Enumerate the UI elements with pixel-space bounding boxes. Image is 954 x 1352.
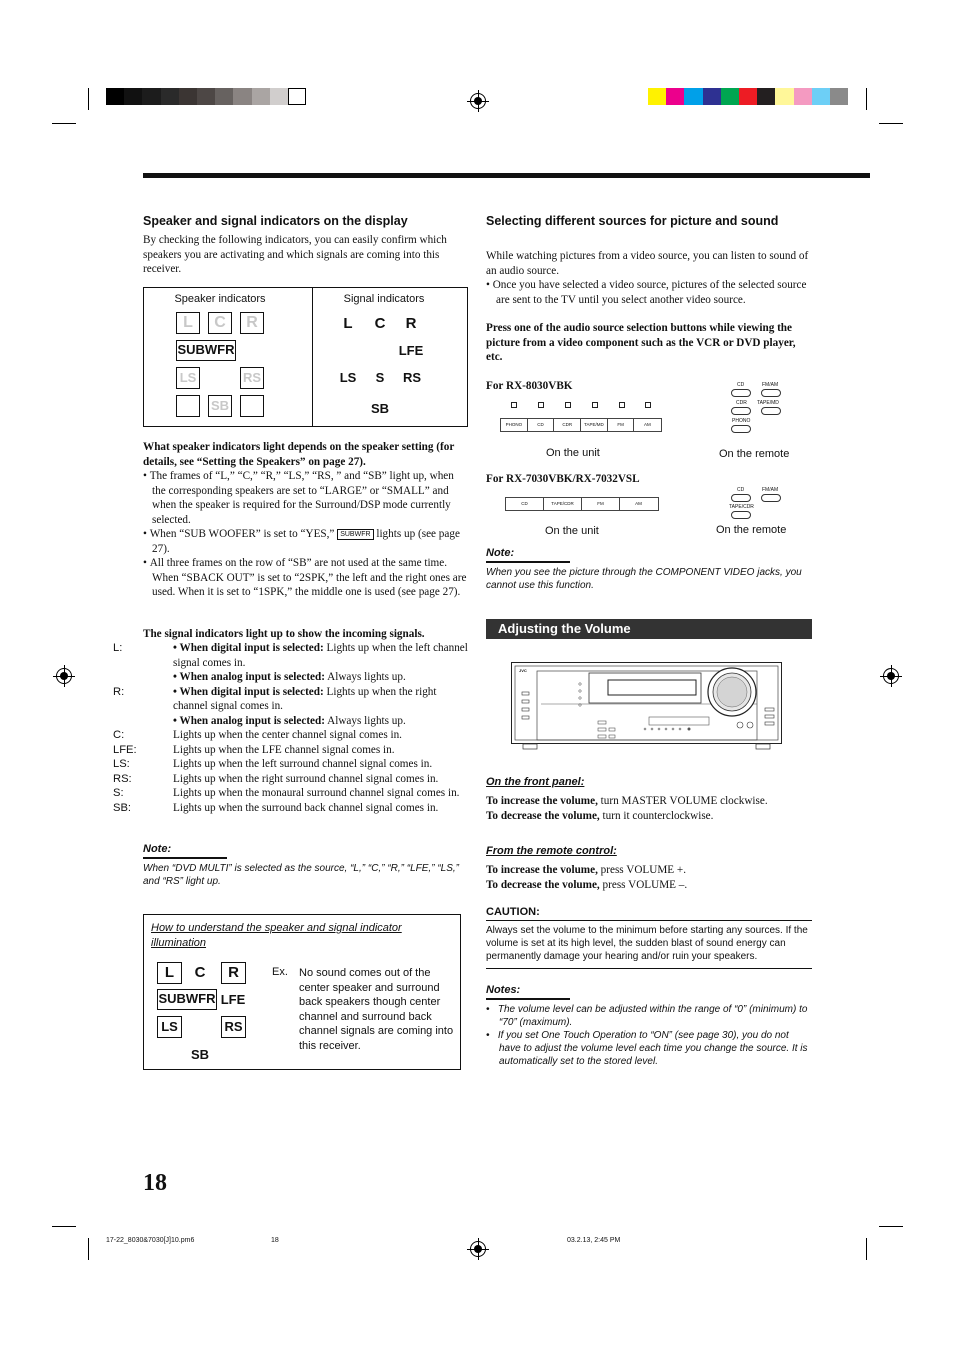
crop-mark xyxy=(879,1226,903,1227)
signal-item-r-analog xyxy=(143,714,468,729)
gray-swatch xyxy=(106,88,124,105)
note-heading-right: Note: xyxy=(486,547,515,559)
signal-item-l-analog xyxy=(143,670,468,685)
receiver-illustration xyxy=(511,662,782,752)
notes-underline xyxy=(486,998,570,1000)
note-item: • The volume level can be adjusted within the range of “0” (minimum) to “70” (maximum). xyxy=(486,1004,808,1028)
illum-frame-ls: LS xyxy=(157,1016,182,1038)
gray-swatch xyxy=(252,88,270,105)
remote-decrease xyxy=(486,878,812,893)
section-title-sources: Selecting different sources for picture and sound xyxy=(486,214,779,228)
speaker-frame-c: C xyxy=(208,312,232,334)
remote-button-label: FM/AM xyxy=(762,382,779,388)
caution-rule-bottom xyxy=(486,968,812,969)
color-swatch xyxy=(703,88,721,105)
digital-label: • When digital input is selected: xyxy=(173,685,324,698)
unit-source-button[interactable]: FM xyxy=(582,498,620,510)
gray-swatch xyxy=(161,88,179,105)
speaker-frame-sb-right xyxy=(240,395,264,417)
remote-instructions xyxy=(486,863,812,892)
crop-mark xyxy=(52,123,76,124)
unit-buttons-8030 xyxy=(500,418,662,432)
caution-heading: CAUTION: xyxy=(486,906,540,918)
signal-l: L xyxy=(343,315,353,332)
indicator-diagram xyxy=(143,287,468,427)
caption-on-unit: On the unit xyxy=(546,447,600,459)
increase-label: To increase the volume, xyxy=(486,795,598,807)
source-led-icon xyxy=(511,402,517,408)
remote-source-button[interactable] xyxy=(731,511,751,519)
note-heading-left: Note: xyxy=(143,843,172,855)
signal-item-r-digital xyxy=(113,685,468,714)
remote-button-label: CD xyxy=(737,487,745,493)
increase-text: press VOLUME +. xyxy=(600,864,687,876)
increase-text: turn MASTER VOLUME clockwise. xyxy=(600,795,768,807)
gray-swatch xyxy=(142,88,160,105)
signal-list xyxy=(113,641,468,815)
speaker-frame-l: L xyxy=(176,312,200,334)
remote-source-button[interactable] xyxy=(731,407,751,415)
gray-swatch xyxy=(124,88,142,105)
crop-mark xyxy=(866,1238,867,1260)
decrease-text: press VOLUME –. xyxy=(602,878,688,891)
front-panel-instructions xyxy=(486,794,812,823)
crop-mark xyxy=(52,1226,76,1227)
signal-item xyxy=(113,801,468,816)
remote-button-label: TAPE/CDR xyxy=(729,504,754,510)
illum-frame-subwfr: SUBWFR xyxy=(157,989,217,1010)
signal-rows xyxy=(113,728,468,815)
signal-rs: RS xyxy=(402,370,422,385)
sources-paragraph: While watching pictures from a video source, you can listen to sound of an audio source. xyxy=(486,250,809,277)
remote-source-button[interactable] xyxy=(761,494,781,502)
source-led-icon xyxy=(538,402,544,408)
color-swatch xyxy=(830,88,848,105)
subwfr-badge: SUBWFR xyxy=(337,529,373,540)
speaker-frame-sb-left xyxy=(176,395,200,417)
bullet-frames: • The frames of “L,” “C,” “R,” “LS,” “RS, ” and “SB” light up, when the corresponding speakers are set to “LARGE” or “SMALL” and when the speaker is required for the Surround/DSP mode currently selected. xyxy=(143,470,454,526)
notes-heading: Notes: xyxy=(486,984,521,996)
unit-source-button[interactable]: CD xyxy=(528,419,555,431)
color-swatch xyxy=(739,88,757,105)
color-swatch xyxy=(684,88,702,105)
front-panel-decrease xyxy=(486,809,812,824)
color-swatch xyxy=(666,88,684,105)
source-led-icon xyxy=(565,402,571,408)
remote-button-label: CDR xyxy=(736,400,747,406)
unit-source-button[interactable]: TAPE/CDR xyxy=(544,498,582,510)
signal-key: C: xyxy=(113,729,125,741)
note-underline xyxy=(143,857,227,859)
remote-button-label: PHONO xyxy=(732,418,751,424)
signal-key: L: xyxy=(113,642,123,654)
bullet-subwoofer-text: When “SUB WOOFER” is set to “YES,” xyxy=(149,528,335,540)
source-led-icon xyxy=(592,402,598,408)
caption-on-remote: On the remote xyxy=(719,448,790,460)
illum-signal-lfe: LFE xyxy=(220,992,246,1007)
signal-heading: The signal indicators light up to show the incoming signals. xyxy=(143,628,425,640)
notes-list xyxy=(486,1003,812,1068)
gray-swatch xyxy=(288,88,306,105)
color-swatch xyxy=(794,88,812,105)
section-bar-volume: Adjusting the Volume xyxy=(486,619,812,639)
unit-source-button[interactable]: TAPE/MD xyxy=(581,419,608,431)
remote-source-button[interactable] xyxy=(731,389,751,397)
speaker-frame-r: R xyxy=(240,312,264,334)
note-item-text: If you set One Touch Operation to “ON” (see page 30), you do not have to adjust the volume level each time you change the source. It is automatically set to the stored level. xyxy=(497,1030,808,1067)
unit-source-button[interactable]: AM xyxy=(635,501,642,506)
sources-bullet-text: Once you have selected a video source, pictures of the selected source are sent to the TV until you select another video source. xyxy=(492,279,807,306)
footer-date: 03.2.13, 2:45 PM xyxy=(567,1237,621,1244)
section-title-indicators: Speaker and signal indicators on the display xyxy=(143,214,408,228)
color-swatch xyxy=(775,88,793,105)
signal-s: S xyxy=(375,370,385,385)
signal-key: LFE: xyxy=(113,743,137,756)
source-led-icon xyxy=(645,402,651,408)
diagram-divider xyxy=(312,288,313,426)
decrease-label: To decrease the volume, xyxy=(486,878,600,891)
header-rule xyxy=(143,173,870,178)
speaker-indicators-label: Speaker indicators xyxy=(174,293,266,305)
speaker-frame-ls: LS xyxy=(176,367,200,389)
illum-signal-sb: SB xyxy=(190,1047,210,1062)
bullet-frames-text: The frames of “L,” “C,” “R,” “LS,” “RS, ” and “SB” light up, when the corresponding speakers are set to “LARGE” or “SMALL” and when the speaker is required for the Surround/DSP mode currently selected. xyxy=(149,470,454,526)
gray-swatch xyxy=(215,88,233,105)
remote-source-button[interactable] xyxy=(731,425,751,433)
illum-frame-r: R xyxy=(221,962,246,984)
increase-label: To increase the volume, xyxy=(486,864,598,876)
speaker-frame-subwfr: SUBWFR xyxy=(176,340,236,361)
signal-key: S: xyxy=(113,787,124,799)
digital-label: • When digital input is selected: xyxy=(173,642,324,654)
signal-desc: Always lights up. xyxy=(327,714,406,727)
receiver-brand-label: JVC xyxy=(519,668,527,673)
color-swatch xyxy=(812,88,830,105)
signal-item xyxy=(113,728,468,743)
illumination-box xyxy=(143,914,461,1070)
signal-ls: LS xyxy=(339,370,357,385)
sources-instruction: Press one of the audio source selection buttons while viewing the picture from a video component such as the VCR or DVD player, etc. xyxy=(486,322,796,363)
note-item-text: The volume level can be adjusted within the range of “0” (minimum) to “70” (maximum). xyxy=(497,1004,808,1028)
illumination-title: How to understand the speaker and signal indicator illumination xyxy=(151,922,402,949)
signal-r: R xyxy=(405,315,417,332)
registration-target-icon xyxy=(470,1241,486,1257)
signal-desc: Always lights up. xyxy=(327,671,406,683)
speaker-frame-rs: RS xyxy=(240,367,264,389)
signal-lfe: LFE xyxy=(398,343,424,358)
signal-item xyxy=(113,757,468,772)
remote-button-label: TAPE/MD xyxy=(757,400,779,406)
signal-desc: Lights up when the left channel signal comes in. xyxy=(173,642,468,669)
signal-key: LS: xyxy=(113,758,130,770)
illum-frame-rs: RS xyxy=(221,1016,246,1038)
signal-sb: SB xyxy=(370,401,390,416)
caption-on-remote-7030: On the remote xyxy=(716,524,787,536)
crop-mark xyxy=(88,88,89,110)
signal-key: R: xyxy=(113,685,125,698)
unit-source-button[interactable]: CDR xyxy=(554,419,581,431)
note-underline xyxy=(486,561,570,563)
gray-swatch xyxy=(233,88,251,105)
signal-desc: Lights up when the surround back channel signal comes in. xyxy=(173,801,439,814)
footer-page: 18 xyxy=(271,1237,279,1244)
what-light-heading: What speaker indicators light depends on the speaker setting (for details, see “Setting the Speakers” on page 27). xyxy=(143,441,455,468)
note-text-left: When “DVD MULTI” is selected as the source, “L,” “C,” “R,” “LFE,” “LS,” and “RS” light up. xyxy=(143,863,459,887)
model-7030-label: For RX-7030VBK/RX-7032VSL xyxy=(486,473,640,485)
remote-source-button[interactable] xyxy=(761,389,781,397)
signal-item xyxy=(113,743,468,758)
sources-bullet: • Once you have selected a video source, pictures of the selected source are sent to the TV until you select another video source. xyxy=(486,279,807,306)
color-swatch xyxy=(648,88,666,105)
remote-button-label: CD xyxy=(737,382,745,388)
crop-mark xyxy=(88,1238,89,1260)
note-text-right: When you see the picture through the COMPONENT VIDEO jacks, you cannot use this function. xyxy=(486,567,802,591)
signal-key: RS: xyxy=(113,772,132,785)
remote-source-button[interactable] xyxy=(761,407,781,415)
registration-target-icon xyxy=(56,668,72,684)
signal-desc: Lights up when the right surround channel signal comes in. xyxy=(173,772,439,785)
speaker-frame-sb: SB xyxy=(208,395,232,417)
unit-source-button[interactable]: CD xyxy=(506,498,544,510)
model-8030-label: For RX-8030VBK xyxy=(486,380,573,392)
note-item: • If you set One Touch Operation to “ON” (see page 30), you do not have to adjust the volume level each time you change the source. It is automatically set to the stored level. xyxy=(486,1030,808,1067)
signal-c: C xyxy=(374,315,386,332)
signal-desc: Lights up when the monaural surround channel signal comes in. xyxy=(173,787,460,799)
signal-indicators-label: Signal indicators xyxy=(343,293,425,305)
example-label: Ex. xyxy=(272,966,288,978)
receiver-front-panel-icon xyxy=(511,662,782,752)
crop-mark xyxy=(866,88,867,110)
signal-desc: Lights up when the center channel signal comes in. xyxy=(173,729,402,741)
source-led-icon xyxy=(619,402,625,408)
caution-text: Always set the volume to the minimum before starting any sources. If the volume is set at its high level, the sudden blast of sound energy can permanently damage your hearing and/or ruin your speakers. xyxy=(486,925,808,962)
signal-key: SB: xyxy=(113,801,132,814)
front-panel-increase xyxy=(486,794,812,809)
intro-paragraph: By checking the following indicators, you can easily confirm which speakers you are activating and which signals are coming into this receiver. xyxy=(143,234,447,275)
unit-source-button[interactable]: FM xyxy=(608,419,635,431)
caution-rule-top xyxy=(486,920,812,921)
remote-source-button[interactable] xyxy=(731,494,751,502)
remote-increase xyxy=(486,863,812,878)
bullet-subwoofer-post: lights up (see page 27). xyxy=(152,528,460,555)
crop-mark xyxy=(879,123,903,124)
gray-swatch xyxy=(270,88,288,105)
page-number: 18 xyxy=(143,1170,167,1196)
caption-on-unit-7030: On the unit xyxy=(545,525,599,537)
illum-frame-l: L xyxy=(157,962,182,984)
gray-swatch xyxy=(197,88,215,105)
bullet-sb-text: All three frames on the row of “SB” are not used at the same time. When “SBACK OUT” is set to “2SPK,” the left and the right ones are used. When it is set to “1SPK,” the middle one is used (see page 27). xyxy=(149,557,467,598)
analog-label: • When analog input is selected: xyxy=(173,714,325,727)
front-panel-heading: On the front panel: xyxy=(486,776,585,788)
bullet-subwoofer: • When “SUB WOOFER” is set to “YES,” SUBWFR lights up (see page 27). xyxy=(143,528,460,555)
color-swatch xyxy=(721,88,739,105)
registration-target-icon xyxy=(883,668,899,684)
example-text: No sound comes out of the center speaker and surround back speakers though center channel and surround back channel signals are coming into this receiver. xyxy=(299,967,454,1052)
signal-item-l-digital xyxy=(113,641,468,670)
unit-source-button[interactable]: PHONO xyxy=(501,419,528,431)
indicator-bullets xyxy=(143,469,468,600)
decrease-text: turn it counterclockwise. xyxy=(602,809,714,822)
registration-target-icon xyxy=(470,93,486,109)
bullet-sb-frames: • All three frames on the row of “SB” are not used at the same time. When “SBACK OUT” is set to “2SPK,” the left and the right ones are used. When it is set to “1SPK,” the middle one is used (see page 27). xyxy=(143,557,467,598)
signal-desc: Lights up when the LFE channel signal comes in. xyxy=(173,743,395,756)
unit-buttons-7030 xyxy=(505,497,659,511)
decrease-label: To decrease the volume, xyxy=(486,809,600,822)
footer-file: 17-22_8030&7030[J]10.pm6 xyxy=(106,1237,195,1244)
unit-source-button[interactable]: AM xyxy=(643,422,651,427)
signal-desc: Lights up when the right channel signal comes in. xyxy=(173,685,437,712)
analog-label: • When analog input is selected: xyxy=(173,671,325,683)
signal-item xyxy=(113,772,468,787)
remote-button-label: FM/AM xyxy=(762,487,779,493)
signal-item xyxy=(113,786,468,801)
signal-desc: Lights up when the left surround channel signal comes in. xyxy=(173,758,433,770)
illum-signal-c: C xyxy=(194,964,206,981)
remote-heading: From the remote control: xyxy=(486,845,617,857)
color-swatch xyxy=(757,88,775,105)
gray-swatch xyxy=(179,88,197,105)
